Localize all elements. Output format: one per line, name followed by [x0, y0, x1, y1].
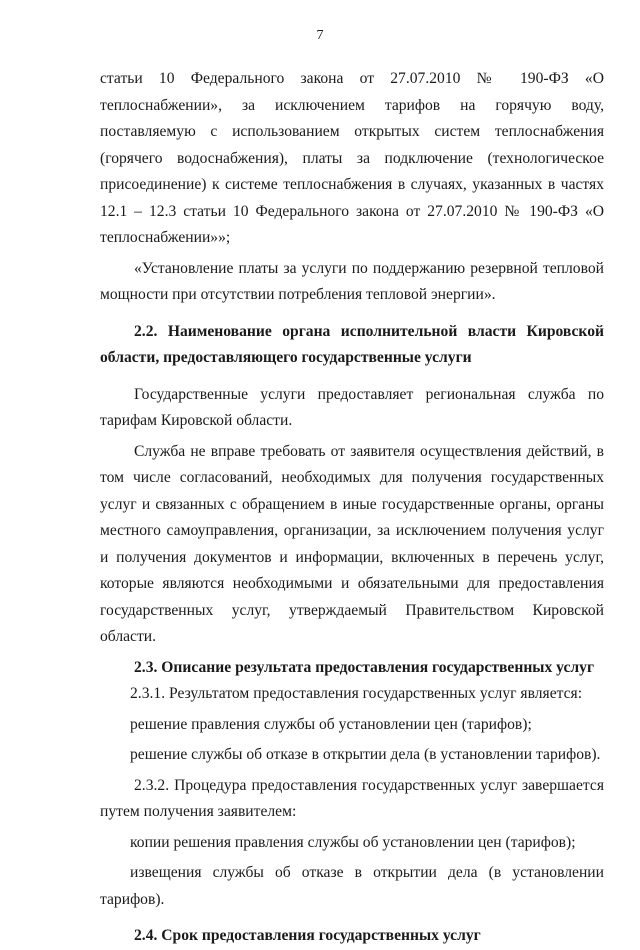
paragraph-2-3-1: 2.3.1. Результатом предоставления государственных услуг является:	[130, 685, 583, 702]
paragraph-service-provider: Государственные услуги предоставляет региональная служба по тарифам Кировской области.	[100, 385, 604, 429]
paragraph-2-3-2: 2.3.2. Процедура предоставления государственных услуг завершается путем получения заявителем:	[100, 776, 604, 820]
document-body	[100, 66, 604, 950]
section-heading-2-4: 2.4. Срок предоставления государственных услуг	[134, 927, 481, 944]
paragraph-result-decision: решение правления службы об установлении цен (тарифов);	[130, 715, 532, 733]
paragraph-result-refusal: решение службы об отказе в открытии дела (в установлении тарифов).	[130, 746, 601, 763]
section-heading-2-2: 2.2. Наименование органа исполнительной власти Кировской области, предоставляющего государственные услуги	[100, 322, 604, 366]
page-number: 7	[316, 28, 324, 43]
section-heading-2-3: 2.3. Описание результата предоставления государственных услуг	[134, 658, 595, 676]
paragraph-notice-refusal: извещения службы об отказе в открытии дела (в установлении тарифов).	[100, 864, 604, 908]
paragraph-copies-decision: копии решения правления службы об установлении цен (тарифов);	[130, 833, 576, 851]
paragraph-article-10-continuation: статьи 10 Федерального закона от 27.07.2010 № 190-ФЗ «О теплоснабжении», за исключением тарифов на горячую воду, поставляемую с использованием открытых систем теплоснабжения (горячего водоснабжения), платы за подключение (технологическое присоединение) к системе теплоснабжения в случаях, указанных в частях 12.1 – 12.3 статьи 10 Федерального закона от 27.07.2010 № 190-ФЗ «О теплоснабжении»»;	[100, 70, 604, 246]
paragraph-reserve-capacity: «Установление платы за услуги по поддержанию резервной тепловой мощности при отсутствии потребления тепловой энергии».	[100, 259, 604, 303]
paragraph-service-restrictions: Служба не вправе требовать от заявителя осуществления действий, в том числе согласований, необходимых для получения государственных услуг и связанных с обращением в иные государственные органы, органы местного самоуправления, организации, за исключением получения услуг и получения документов и информации, включенных в перечень услуг, которые являются необходимыми и обязательными для предоставления государственных услуг, утверждаемый Правительством Кировской области.	[100, 442, 604, 645]
